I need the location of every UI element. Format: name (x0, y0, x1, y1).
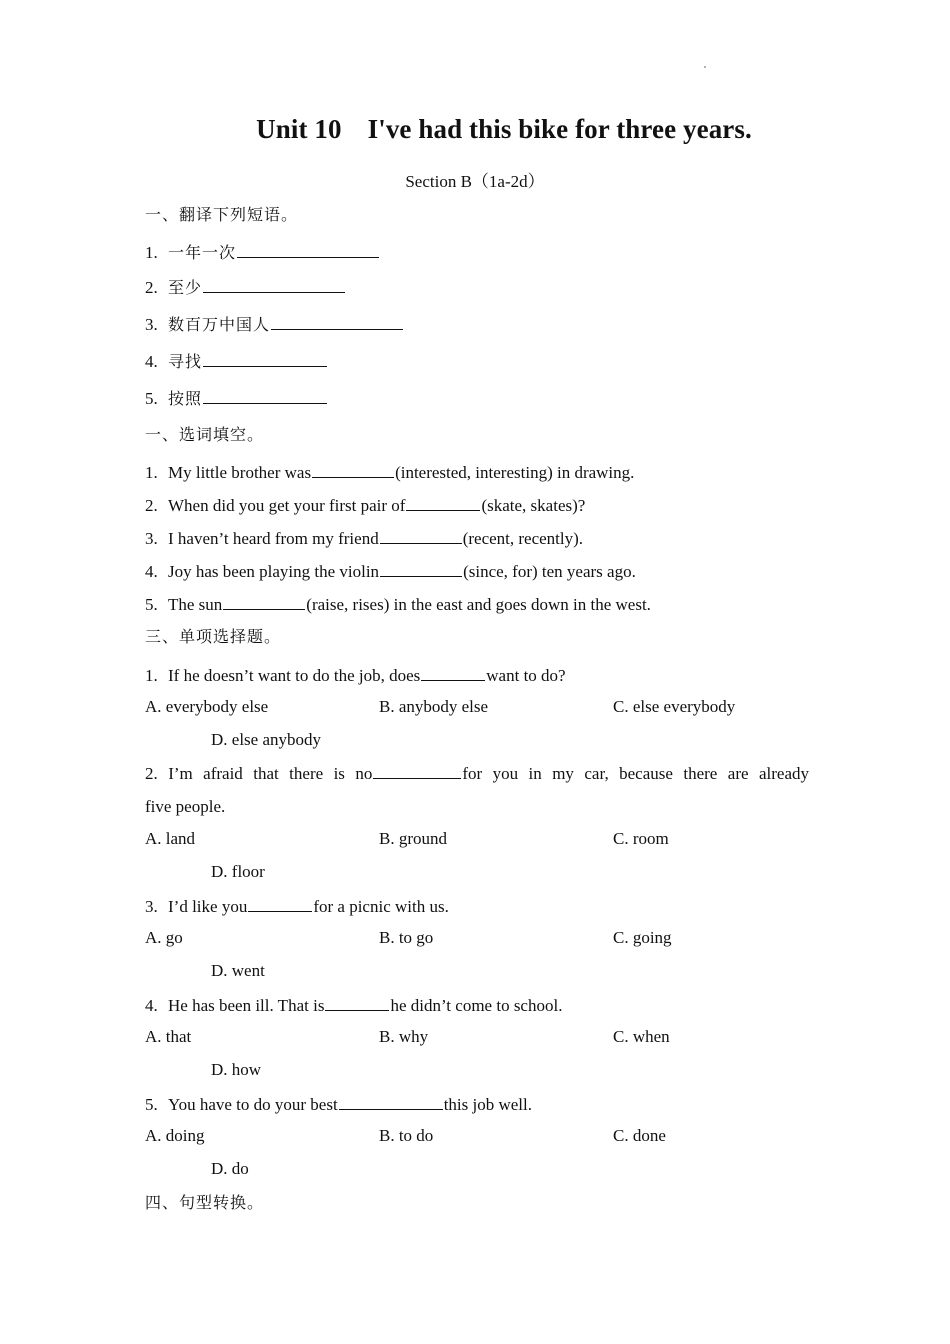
answer-blank[interactable] (380, 561, 462, 577)
answer-blank[interactable] (312, 462, 394, 478)
section-1-heading: 一、翻译下列短语。 (145, 205, 299, 224)
mc-question-2: 2. I’m afraid that there is no for you in my car, because there are already (145, 764, 809, 783)
answer-blank[interactable] (203, 277, 345, 293)
mc-option-c[interactable]: C. going (613, 928, 672, 947)
title-text: I've had this bike for three years. (367, 114, 752, 144)
mc-option-b[interactable]: B. anybody else (379, 697, 489, 716)
mc-option-a[interactable]: A. that (145, 1027, 192, 1046)
title-unit: Unit 10 (256, 114, 342, 144)
fill-item-2: 2. When did you get your first pair of (skate, skates)? (145, 496, 586, 515)
answer-blank[interactable] (325, 995, 389, 1011)
mc-option-d[interactable]: D. else anybody (211, 730, 322, 749)
translate-item-1: 1. 一年一次 (145, 242, 380, 263)
mc-question-5: 5. You have to do your best this job well. (145, 1095, 532, 1114)
answer-blank[interactable] (248, 896, 312, 912)
mc-question-4: 4. He has been ill. That is he didn’t come to school. (145, 996, 563, 1015)
section-4-heading: 四、句型转换。 (145, 1193, 265, 1212)
fill-item-4: 4. Joy has been playing the violin (since, for) ten years ago. (145, 562, 636, 581)
answer-blank[interactable] (203, 351, 327, 367)
answer-blank[interactable] (271, 314, 403, 330)
mc-option-d[interactable]: D. how (211, 1060, 262, 1079)
fill-item-1: 1. My little brother was (interested, interesting) in drawing. (145, 463, 635, 482)
section-3-heading: 三、单项选择题。 (145, 627, 282, 646)
mc-option-a[interactable]: A. land (145, 829, 196, 848)
mc-option-b[interactable]: B. to do (379, 1126, 434, 1145)
answer-blank[interactable] (406, 495, 480, 511)
mc-option-a[interactable]: A. go (145, 928, 183, 947)
answer-blank[interactable] (373, 763, 461, 779)
page-title (0, 114, 950, 145)
decorative-dot (704, 66, 706, 68)
translate-item-3: 3. 数百万中国人 (145, 314, 404, 335)
mc-option-d[interactable]: D. floor (211, 862, 265, 881)
translate-item-2: 2. 至少 (145, 277, 346, 298)
mc-option-b[interactable]: B. to go (379, 928, 434, 947)
mc-option-c[interactable]: C. when (613, 1027, 670, 1046)
page-subtitle: Section B（1a-2d） (405, 172, 545, 191)
mc-option-a[interactable]: A. doing (145, 1126, 205, 1145)
section-2-heading: 一、选词填空。 (145, 425, 265, 444)
mc-option-c[interactable]: C. done (613, 1126, 666, 1145)
answer-blank[interactable] (203, 388, 327, 404)
translate-item-5: 5. 按照 (145, 388, 328, 409)
mc-option-d[interactable]: D. do (211, 1159, 249, 1178)
mc-option-b[interactable]: B. ground (379, 829, 447, 848)
mc-option-b[interactable]: B. why (379, 1027, 429, 1046)
mc-question-3: 3. I’d like you for a picnic with us. (145, 897, 449, 916)
translate-item-4: 4. 寻找 (145, 351, 328, 372)
answer-blank[interactable] (380, 528, 462, 544)
answer-blank[interactable] (421, 665, 485, 681)
answer-blank[interactable] (237, 242, 379, 258)
mc-question-2-continued: five people. (145, 797, 226, 816)
mc-option-d[interactable]: D. went (211, 961, 265, 980)
mc-option-c[interactable]: C. room (613, 829, 669, 848)
fill-item-3: 3. I haven’t heard from my friend (recent, recently). (145, 529, 584, 548)
mc-question-1: 1. If he doesn’t want to do the job, does want to do? (145, 666, 566, 685)
fill-item-5: 5. The sun (raise, rises) in the east and goes down in the west. (145, 595, 651, 614)
answer-blank[interactable] (223, 594, 305, 610)
mc-option-c[interactable]: C. else everybody (613, 697, 736, 716)
answer-blank[interactable] (339, 1094, 443, 1110)
mc-option-a[interactable]: A. everybody else (145, 697, 269, 716)
